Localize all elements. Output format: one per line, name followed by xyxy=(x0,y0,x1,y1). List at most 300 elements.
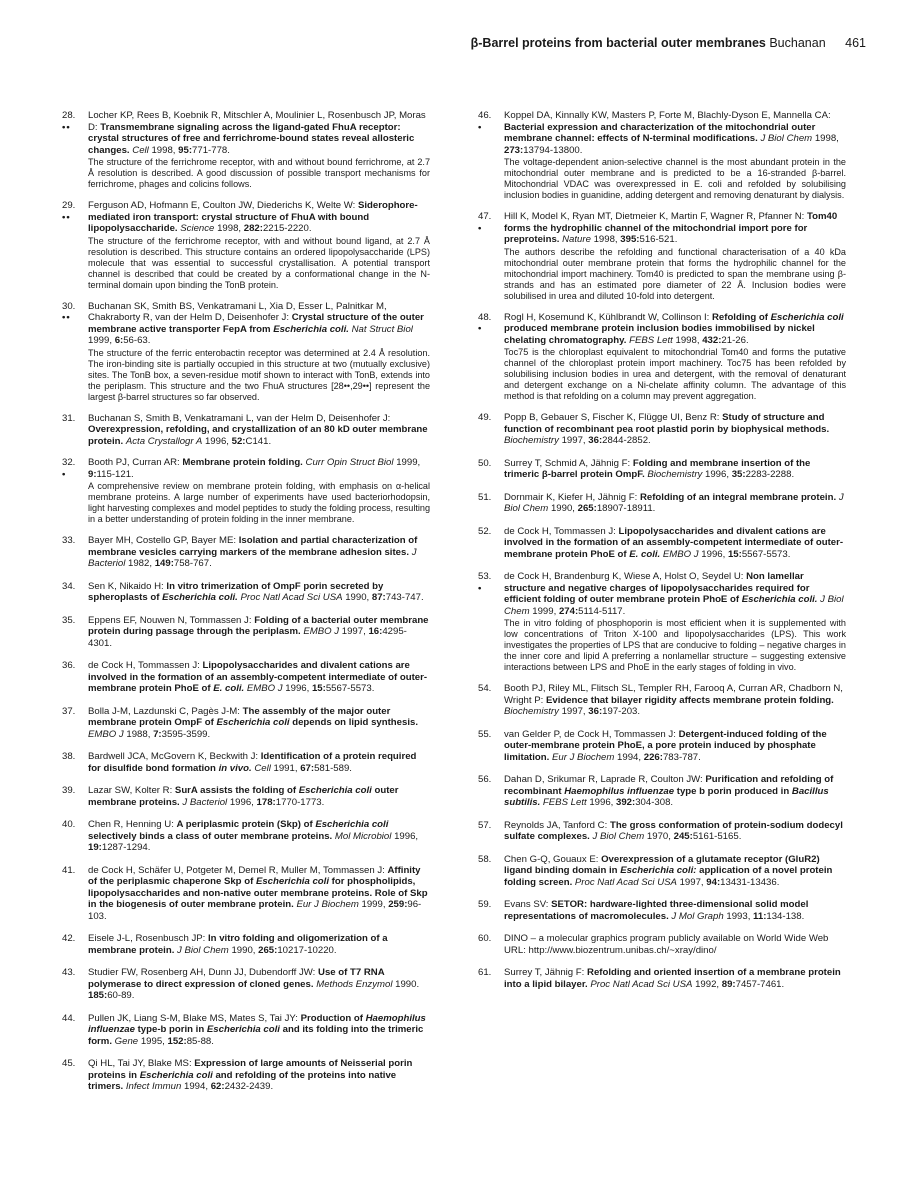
reference-title: In vitro folding and oligomerization of a membrane protein. xyxy=(88,933,388,956)
reference-title-species xyxy=(742,594,818,605)
reference-number: 41. xyxy=(62,864,76,876)
reference-citation xyxy=(88,933,430,956)
reference-entry xyxy=(62,581,430,604)
reference-volume: 15: xyxy=(727,548,742,560)
reference-volume: 226: xyxy=(643,751,663,763)
reference-journal: J Biol Chem xyxy=(504,491,844,514)
running-title: β-Barrel proteins from bacterial outer membranes xyxy=(470,36,766,50)
reference-authors: Dornmair K, Kiefer H, Jähnig F: xyxy=(504,491,638,503)
reference-authors: Bolla J-M, Lazdunski C, Pagès J-M: xyxy=(88,705,240,717)
reference-title-italic: Bacillus subtilis. xyxy=(504,785,829,808)
reference-number: 40. xyxy=(62,819,76,830)
reference-authors: Chen R, Henning U: xyxy=(88,819,174,830)
reference-number: 38. xyxy=(62,751,76,762)
reference-authors: van Gelder P, de Cock H, Tommassen J: xyxy=(504,728,676,740)
references-right-column xyxy=(478,110,846,990)
reference-title-cont: and refolding of the proteins into native trimers. xyxy=(88,1069,397,1092)
reference-volume: 265: xyxy=(577,503,597,514)
reference-year: 1999, xyxy=(532,605,557,617)
reference-title-italic: Escherichia coli xyxy=(139,1069,213,1081)
reference-pages: 2844-2852. xyxy=(602,435,651,446)
reference-pages: 5567-5573. xyxy=(741,548,791,560)
reference-entry xyxy=(62,819,430,854)
reference-number: 49. xyxy=(478,412,492,423)
reference-year: 1998, xyxy=(675,334,700,346)
reference-citation xyxy=(88,110,430,190)
reference-authors: Pullen JK, Liang S-M, Blake MS, Mates S, Tai JY: xyxy=(88,1012,298,1024)
reference-pages: C141. xyxy=(245,435,272,447)
reference-journal: Biochemistry xyxy=(647,469,703,480)
reference-title: Bacterial expression and characterization of the mitochondrial outer membrane channel: effects of N-terminal modifications. xyxy=(504,121,816,144)
reference-volume: 282: xyxy=(243,223,263,234)
reference-volume: 94: xyxy=(706,876,721,888)
reference-authors: Locher KP, Rees B, Koebnik R, Mitschler A, Moulinier L, Rosenbusch JP, Moras D: xyxy=(88,110,426,133)
reference-authors: Dahan D, Srikumar R, Laprade R, Coulton JW: xyxy=(504,774,703,785)
reference-pages: 5161-5165. xyxy=(692,831,742,842)
reference-number: 60. xyxy=(478,933,492,944)
reference-volume: 16: xyxy=(368,626,383,637)
reference-journal: Gene xyxy=(114,1035,139,1047)
reference-authors: Eisele J-L, Rosenbusch JP: xyxy=(88,933,206,944)
reference-volume: 178: xyxy=(256,796,276,808)
reference-journal: J Biol Chem xyxy=(177,944,229,956)
reference-title-cont: depends on lipid synthesis. xyxy=(292,717,419,728)
reference-entry xyxy=(62,785,430,808)
reference-citation xyxy=(504,899,846,922)
reference-citation xyxy=(88,706,430,741)
reference-volume: 35: xyxy=(731,469,746,480)
reference-authors: Rogl H, Kosemund K, Kühlbrandt W, Collinson I: xyxy=(504,311,710,323)
reference-pages: 5567-5573. xyxy=(325,683,375,694)
reference-year: 1996, xyxy=(705,469,730,480)
reference-authors: Buchanan SK, Smith BS, Venkatramani L, Xia D, Esser L, Palnitkar M, Chakraborty R, van der Helm D, Deisenhofer J: xyxy=(88,300,387,323)
reference-title-species xyxy=(771,312,844,323)
reference-authors: Reynolds JA, Tanford C: xyxy=(504,819,608,831)
reference-number: 33. xyxy=(62,535,76,546)
reference-journal: Infect Immun xyxy=(125,1081,182,1092)
reference-entry xyxy=(62,457,430,525)
recommendation-bullet: • xyxy=(478,121,483,133)
reference-journal: Mol Microbiol xyxy=(334,830,392,842)
reference-citation xyxy=(504,412,846,447)
reference-title: SurA assists the folding of xyxy=(174,785,297,796)
reference-pages: 56-63. xyxy=(123,335,151,346)
reference-journal: Biochemistry xyxy=(504,706,559,717)
reference-pages: 13794-13800. xyxy=(523,144,583,156)
reference-title-italic: Escherichia coli. xyxy=(741,594,818,605)
reference-citation xyxy=(88,751,430,774)
reference-title-species xyxy=(216,717,289,728)
reference-title: The assembly of the major outer membrane protein OmpF of xyxy=(88,705,391,728)
reference-entry xyxy=(478,933,846,956)
reference-annotation: The in vitro folding of phosphoporin is most efficient when it is supplemented with low concentrations of Triton X-100 and lipopolysaccharides (LPS). This work investigates the properties of LPS that are conducive to folding – negative charges in the inner core and lipid A preferring a nonlamellar structure – suggesting extensive interactions between LPS and PhoE in the early stages of folding in vivo. xyxy=(504,618,846,672)
recommendation-bullet: •• xyxy=(62,121,71,133)
reference-title-italic: E. coli. xyxy=(213,683,245,694)
reference-entry xyxy=(62,615,430,650)
reference-title: Study of structure and function of recombinant pea root plastid porin by biophysical methods. xyxy=(504,412,830,435)
reference-year: 1990, xyxy=(550,503,575,514)
recommendation-bullet: • xyxy=(478,222,483,234)
reference-annotation: The authors describe the refolding and functional characterisation of a 40 kDa mitochondrial outer membrane protein that forms the hydrophilic channel for the mitochondrial import machinery. Tom40 is predicted to span the membrane using β-strands and has an estimated pore diameter of 22 Å. Inclusion bodies were solubilised in urea and diluted 10-fold into detergent. xyxy=(504,246,846,301)
reference-authors: de Cock H, Schäfer U, Potgeter M, Demel R, Muller M, Tommassen J: xyxy=(88,864,385,876)
reference-number: 36. xyxy=(62,660,76,671)
reference-year: 1996, xyxy=(394,830,419,842)
reference-volume: 19: xyxy=(88,842,102,853)
reference-annotation: The voltage-dependent anion-selective channel is the most abundant protein in the mitochondrial outer membrane and is predicted to be a 16-stranded β-barrel. Mitochondrial VDAC was overexpressed in E. coli and refolded by solubilising inclusion bodies in guanidine, adding detergent and removing denaturant by dialysis. xyxy=(504,157,846,200)
reference-number: 53. xyxy=(478,571,492,582)
reference-title-italic: Haemophilus influenzae xyxy=(564,785,675,797)
reference-year: 1997, xyxy=(341,626,366,637)
reference-citation xyxy=(504,774,846,809)
reference-title: Expression of large amounts of Neisserial porin proteins in xyxy=(88,1058,413,1081)
reference-number: 30. xyxy=(62,300,76,312)
reference-title-species xyxy=(140,1070,213,1081)
reference-title-species xyxy=(162,592,238,603)
reference-volume: 432: xyxy=(702,334,722,346)
reference-title-italic: E. coli. xyxy=(629,548,661,560)
reference-entry xyxy=(478,683,846,718)
reference-citation xyxy=(88,865,430,923)
reference-volume: 89: xyxy=(721,978,736,990)
reference-title: Lipopolysaccharides and divalent cations are involved in the formation of an assembly-competent intermediate of outer-membrane protein PhoE of xyxy=(504,525,844,560)
reference-year: 1993, xyxy=(726,910,751,922)
reference-entry xyxy=(478,729,846,764)
reference-title: Siderophore-mediated iron transport: crystal structure of FhuA with bound lipopolysaccharide. xyxy=(88,200,418,234)
reference-year: 1997, xyxy=(561,435,586,446)
reference-title-cont: for phospholipids, lipopolysaccharides and non-native outer membrane proteins. Role of Skp in the biogenesis of outer membrane protein. xyxy=(88,876,428,910)
reference-number: 31. xyxy=(62,412,76,424)
reference-citation xyxy=(504,458,846,481)
reference-entry xyxy=(478,492,846,515)
reference-citation xyxy=(88,535,430,570)
reference-journal: Nat Struct Biol xyxy=(351,323,413,335)
reference-volume: 152: xyxy=(167,1035,187,1047)
reference-authors: Popp B, Gebauer S, Fischer K, Flügge UI, Benz R: xyxy=(504,412,720,423)
reference-authors: Hill K, Model K, Ryan MT, Dietmeier K, Martin F, Wagner R, Pfanner N: xyxy=(504,211,805,222)
reference-year: 1994, xyxy=(184,1081,209,1092)
reference-volume: 95: xyxy=(178,144,193,156)
reference-year: 1996, xyxy=(589,797,614,808)
reference-pages: 516-521. xyxy=(639,234,678,245)
reference-volume: 11: xyxy=(753,910,767,922)
reference-year: 1996, xyxy=(701,548,726,560)
reference-citation xyxy=(504,729,846,764)
reference-number: 28. xyxy=(62,110,76,121)
reference-volume: 7: xyxy=(153,728,162,740)
reference-annotation: The structure of the ferric enterobactin receptor was determined at 2.4 Å resolution. The iron-binding site is partially occupied in this structure at two (mutually exclusive) sites. The TonB box, a seven-residue motif shown to interact with TonB, extends into the periplasm. This structure and the two FhuA structures [28••,29••] represent the largest β-barrel structures so far observed. xyxy=(88,347,430,402)
reference-title: Folding and membrane insertion of the trimeric β-barrel protein OmpF. xyxy=(504,457,811,480)
reference-year: 1997, xyxy=(679,876,704,888)
reference-journal: EMBO J xyxy=(246,683,283,694)
reference-volume: 15: xyxy=(311,683,326,694)
reference-title: Lipopolysaccharides and divalent cations are involved in the formation of an assembly-competent intermediate of outer-membrane protein PhoE of xyxy=(88,660,428,694)
reference-pages: 1770-1773. xyxy=(275,796,325,808)
reference-number: 57. xyxy=(478,819,492,831)
reference-year: 1998, xyxy=(151,144,176,156)
reference-pages: 134-138. xyxy=(766,910,805,922)
reference-title-italic: Escherichia coli. xyxy=(273,323,349,335)
reference-pages: 13431-13436. xyxy=(720,876,780,888)
reference-pages: 197-203. xyxy=(602,706,641,717)
reference-volume: 273: xyxy=(504,144,524,156)
reference-authors: Eppens EF, Nouwen N, Tommassen J: xyxy=(88,614,252,626)
reference-volume: 9: xyxy=(88,468,97,480)
reference-year: 1990, xyxy=(231,944,256,956)
reference-citation xyxy=(504,571,846,673)
reference-journal: J Biol Chem xyxy=(592,831,645,842)
reference-authors: Koppel DA, Kinnally KW, Masters P, Forte M, Blachly-Dyson E, Mannella CA: xyxy=(504,110,831,121)
reference-authors: de Cock H, Tommassen J: xyxy=(504,525,616,537)
reference-pages: 1287-1294. xyxy=(101,842,151,853)
running-author: Buchanan xyxy=(769,36,826,50)
reference-year: 1995, xyxy=(140,1035,165,1047)
reference-title: Detergent-induced folding of the outer-membrane protein PhoE, a pore protein induced by phosphate limitation. xyxy=(504,728,827,763)
reference-volume: 274: xyxy=(558,605,579,617)
reference-number: 43. xyxy=(62,967,76,978)
reference-title: Folding of a bacterial outer membrane protein during passage through the periplasm. xyxy=(88,614,429,637)
reference-number: 50. xyxy=(478,457,492,469)
reference-entry xyxy=(478,312,846,403)
reference-entry xyxy=(478,526,846,561)
reference-number: 59. xyxy=(478,899,492,910)
reference-year: 1999, xyxy=(88,335,113,346)
reference-citation xyxy=(504,933,846,956)
reference-citation xyxy=(504,526,846,561)
reference-volume: 87: xyxy=(371,592,386,603)
reference-authors: Lazar SW, Kolter R: xyxy=(88,785,173,796)
reference-number: 55. xyxy=(478,728,492,740)
reference-pages: 85-88. xyxy=(186,1035,214,1047)
running-header xyxy=(0,36,866,51)
reference-year: 1970, xyxy=(646,831,671,842)
reference-authors: Qi HL, Tai JY, Blake MS: xyxy=(88,1058,192,1069)
reference-title: The gross conformation of protein-sodium dodecyl sulfate complexes. xyxy=(504,819,843,842)
reference-year: 1994, xyxy=(617,751,642,763)
reference-pages: 783-787. xyxy=(662,751,701,763)
reference-journal: Science xyxy=(180,223,215,234)
reference-title: Refolding and oriented insertion of a membrane protein into a lipid bilayer. xyxy=(504,967,841,990)
reference-year: 1996, xyxy=(204,435,229,447)
reference-year: 1990. xyxy=(395,978,420,990)
reference-entry xyxy=(62,301,430,403)
reference-citation xyxy=(88,1058,430,1093)
reference-title-cont: type-b porin in xyxy=(137,1024,205,1035)
reference-journal: Nature xyxy=(562,234,591,245)
reference-title-species xyxy=(207,1024,280,1035)
reference-number: 34. xyxy=(62,580,76,592)
reference-authors: Studier FW, Rosenberg AH, Dunn JJ, Dubendorff JW: xyxy=(88,967,316,978)
reference-authors: Bardwell JCA, McGovern K, Beckwith J: xyxy=(88,751,259,762)
reference-annotation: The structure of the ferrichrome receptor, with and without bound ferrichrome, at 2.7 Å resolution is described. A good discussion of possible transport mechanisms for ferrichrome, phages and colicins follows. xyxy=(88,157,430,189)
reference-title-cont: application of a novel protein folding screen. xyxy=(504,865,833,888)
reference-journal: Proc Natl Acad Sci USA xyxy=(240,592,343,603)
reference-entry xyxy=(62,865,430,923)
reference-entry xyxy=(62,706,430,741)
reference-pages: 10217-10220. xyxy=(277,944,337,956)
reference-number: 37. xyxy=(62,705,76,717)
reference-entry xyxy=(62,110,430,190)
reference-volume: 265: xyxy=(258,944,278,956)
reference-title: Transmembrane signaling across the ligand-gated FhuA receptor: crystal structures of free and ferrichrome-bound states reveal allosteric changes. xyxy=(88,121,415,156)
reference-volume: 6: xyxy=(114,335,124,346)
reference-pages: 7457-7461. xyxy=(735,978,785,990)
reference-pages: 5114-5117. xyxy=(578,605,626,617)
reference-title-italic: in vivo. xyxy=(218,762,252,774)
reference-pages: 581-589. xyxy=(314,762,352,774)
reference-authors: Booth PJ, Curran AR: xyxy=(88,457,180,468)
reference-volume: 395: xyxy=(620,234,640,245)
reference-title-italic: Escherichia coli xyxy=(255,876,329,887)
reference-title: Identification of a protein required for disulfide bond formation xyxy=(88,751,417,774)
reference-pages: 4295-4301. xyxy=(88,626,407,649)
reference-pages: 18907-18911. xyxy=(596,503,656,514)
reference-journal: EMBO J xyxy=(303,626,340,637)
reference-entry xyxy=(478,967,846,990)
reference-citation xyxy=(88,819,430,854)
reference-title: Isolation and partial characterization of membrane vesicles carrying markers of the membrane adhesion sites. xyxy=(88,535,418,558)
reference-title-species xyxy=(213,683,244,694)
reference-title-species xyxy=(299,785,372,796)
reference-year: 1992, xyxy=(695,978,720,990)
reference-title-cont: outer membrane proteins. xyxy=(88,785,399,808)
reference-title-italic: Escherichia coli xyxy=(206,1024,280,1035)
reference-year: 1999, xyxy=(396,457,421,468)
reference-number: 52. xyxy=(478,525,492,537)
reference-title-species xyxy=(564,786,674,797)
reference-authors: Booth PJ, Riley ML, Flitsch SL, Templer RH, Farooq A, Curran AR, Chadborn N, Wright P: xyxy=(504,683,843,706)
reference-authors: Sen K, Nikaido H: xyxy=(88,580,164,592)
reference-title: Refolding of xyxy=(711,311,768,323)
reference-number: 46. xyxy=(478,110,492,121)
reference-number: 39. xyxy=(62,785,76,796)
reference-authors: Surrey T, Schmid A, Jähnig F: xyxy=(504,457,631,469)
reference-entry xyxy=(478,110,846,201)
reference-citation xyxy=(88,1013,430,1048)
reference-citation xyxy=(88,660,430,695)
reference-entry xyxy=(62,1013,430,1048)
reference-volume: 185: xyxy=(88,990,108,1001)
reference-title: A periplasmic protein (Skp) of xyxy=(176,819,313,830)
reference-volume: 52: xyxy=(231,435,246,447)
reference-title: Tom40 forms the hydrophilic channel of the mitochondrial import pore for preproteins. xyxy=(504,211,838,245)
reference-journal: J Bacteriol xyxy=(182,796,228,808)
reference-year: 1998, xyxy=(217,223,242,234)
reference-citation xyxy=(88,967,430,1002)
reference-citation xyxy=(504,312,846,403)
reference-year: 1988, xyxy=(126,728,151,740)
reference-journal: EMBO J xyxy=(88,728,124,740)
reference-pages: 2432-2439. xyxy=(224,1081,274,1092)
reference-number: 32. xyxy=(62,457,76,468)
reference-journal: Methods Enzymol xyxy=(316,978,393,990)
reference-year: 1998, xyxy=(814,133,839,144)
recommendation-bullet: • xyxy=(478,582,483,594)
reference-entry xyxy=(478,211,846,302)
reference-year: 1999, xyxy=(361,899,386,910)
reference-journal: Proc Natl Acad Sci USA xyxy=(574,876,677,888)
reference-entry xyxy=(478,412,846,447)
reference-year: 1996, xyxy=(229,796,254,808)
reference-year: 1998, xyxy=(593,234,618,245)
reference-citation xyxy=(88,615,430,650)
reference-journal: Acta Crystallogr A xyxy=(125,435,203,447)
reference-title: Overexpression of a glutamate receptor (GluR2) ligand binding domain in xyxy=(504,853,820,876)
reference-entry xyxy=(62,413,430,448)
reference-title: Membrane protein folding. xyxy=(182,457,303,468)
reference-title: Purification and refolding of recombinant xyxy=(504,774,834,797)
reference-volume: 67: xyxy=(300,762,315,774)
reference-entry xyxy=(478,774,846,809)
reference-year: 1996, xyxy=(285,683,310,694)
reference-citation xyxy=(504,854,846,889)
reference-title: Production of xyxy=(300,1012,363,1024)
reference-title: Use of T7 RNA polymerase to direct expression of cloned genes. xyxy=(88,967,385,990)
reference-authors: Surrey T, Jähnig F: xyxy=(504,967,585,978)
reference-citation xyxy=(88,785,430,808)
reference-journal: J Biol Chem xyxy=(504,594,844,617)
reference-number: 48. xyxy=(478,311,492,323)
reference-journal: Cell xyxy=(132,144,149,156)
reference-title-species xyxy=(273,324,349,335)
reference-volume: 62: xyxy=(210,1081,225,1092)
reference-citation xyxy=(88,413,430,448)
reference-pages: 21-26. xyxy=(721,334,749,346)
reference-entry xyxy=(62,933,430,956)
reference-number: 44. xyxy=(62,1012,76,1024)
reference-title-cont: and its folding into the trimeric form. xyxy=(88,1024,424,1047)
recommendation-bullet: • xyxy=(478,323,483,334)
reference-authors: Chen G-Q, Gouaux E: xyxy=(504,853,599,865)
reference-journal: Eur J Biochem xyxy=(551,751,615,763)
reference-authors: Buchanan S, Smith B, Venkatramani L, van der Helm D, Deisenhofer J: xyxy=(88,412,391,424)
reference-pages: 3595-3599. xyxy=(161,728,211,740)
reference-number: 45. xyxy=(62,1058,76,1069)
reference-journal: J Mol Graph xyxy=(671,910,724,922)
reference-number: 54. xyxy=(478,683,492,694)
reference-year: 1991, xyxy=(273,762,298,774)
reference-number: 51. xyxy=(478,491,492,503)
reference-authors: Bayer MH, Costello GP, Bayer ME: xyxy=(88,535,237,546)
reference-journal: EMBO J xyxy=(662,548,699,560)
reference-citation xyxy=(88,200,430,291)
reference-citation xyxy=(88,457,430,525)
reference-journal: J Bacteriol xyxy=(88,546,417,569)
reference-entry xyxy=(478,820,846,843)
reference-number: 47. xyxy=(478,211,492,222)
references-left-column xyxy=(62,110,430,1093)
reference-entry xyxy=(478,899,846,922)
reference-title-italic: Escherichia coli xyxy=(298,785,372,796)
recommendation-bullet: •• xyxy=(62,312,71,323)
reference-volume: 36: xyxy=(588,706,603,717)
reference-citation xyxy=(504,820,846,843)
reference-number: 29. xyxy=(62,200,76,211)
reference-year: 1990, xyxy=(345,592,370,603)
reference-entry xyxy=(62,660,430,695)
reference-entry xyxy=(62,967,430,1002)
reference-citation xyxy=(504,492,846,515)
reference-title: Evidence that bilayer rigidity affects membrane protein folding. xyxy=(545,694,834,706)
reference-number: 56. xyxy=(478,774,492,785)
reference-journal: Curr Opin Struct Biol xyxy=(305,457,394,468)
recommendation-bullet: • xyxy=(62,468,67,480)
reference-journal: J Biol Chem xyxy=(760,133,813,144)
reference-title: Refolding of an integral membrane protein. xyxy=(639,491,837,503)
reference-pages: 758-767. xyxy=(173,558,212,569)
reference-authors: Evans SV: xyxy=(504,899,549,910)
reference-title-italic: Escherichia coli xyxy=(216,717,290,728)
reference-pages: 96-103. xyxy=(88,899,422,922)
